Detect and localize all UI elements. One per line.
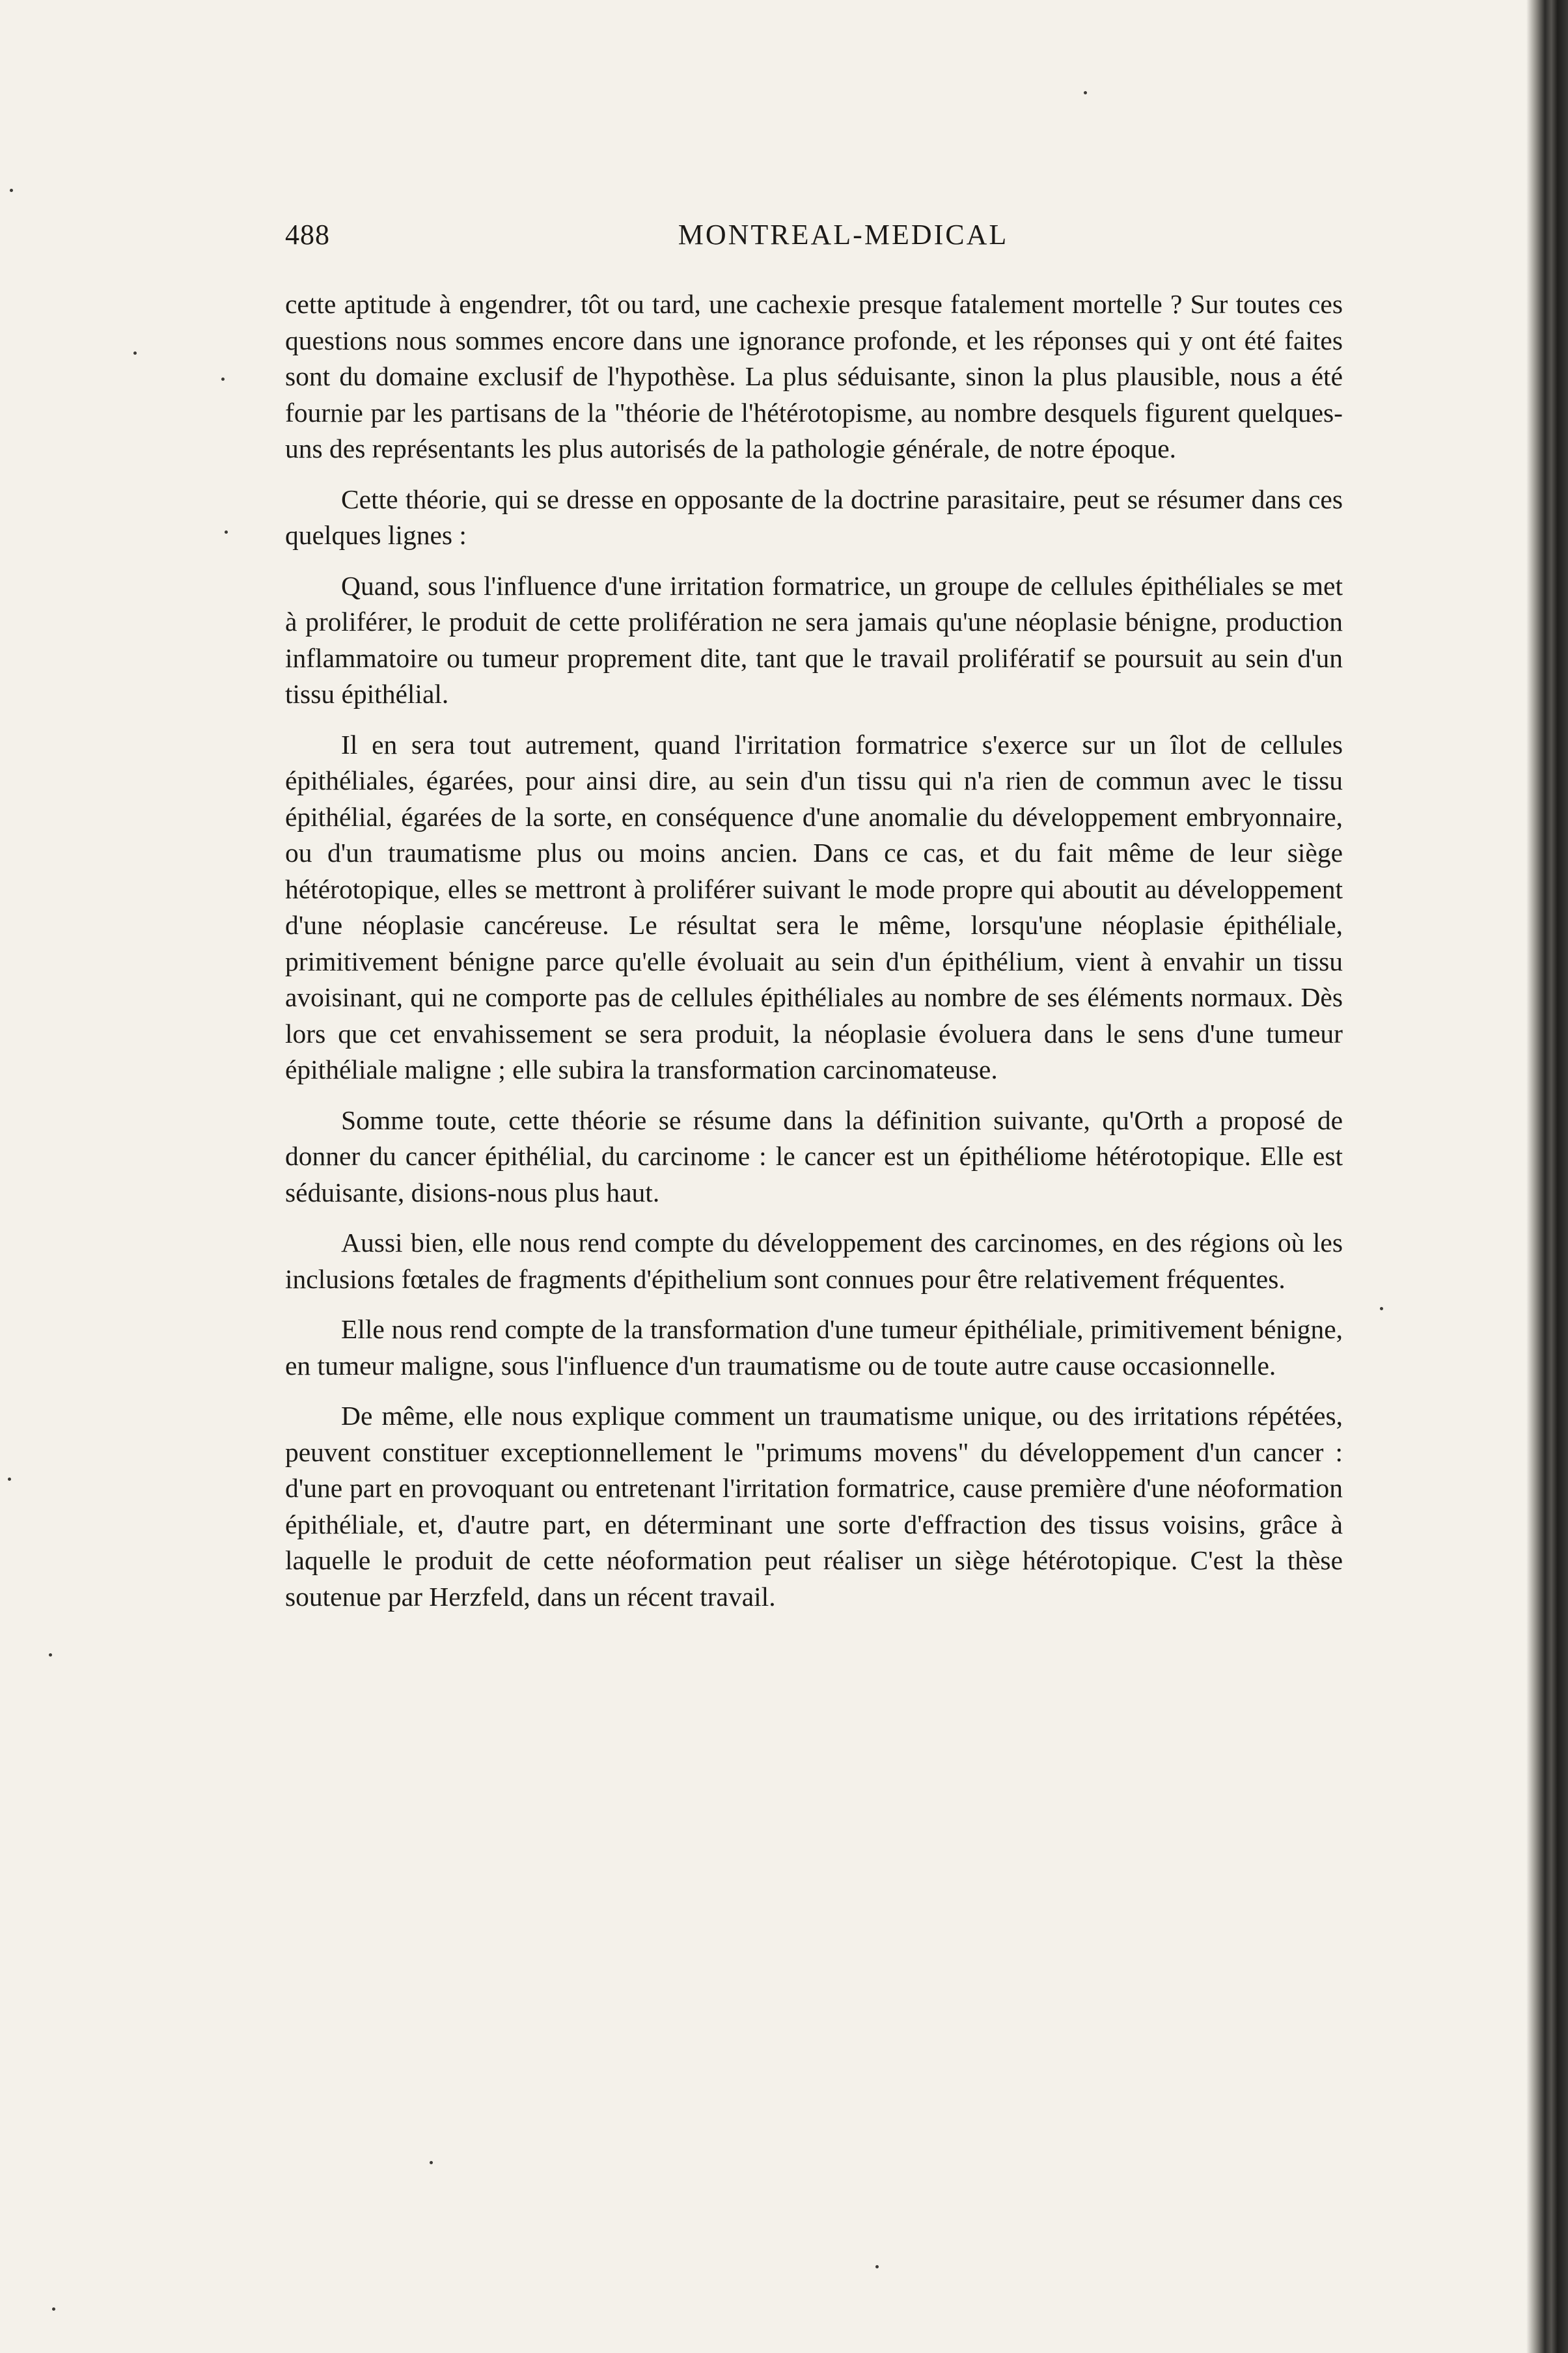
- scan-speck: [1380, 1307, 1383, 1310]
- paragraph-6: Aussi bien, elle nous rend compte du développement des carcinomes, en des régions où les inclusions fœtales de fragments d'épithelium sont connues pour être relativement fréquentes.: [285, 1228, 1343, 1294]
- page-number: 488: [285, 219, 330, 251]
- scan-speck: [875, 2265, 879, 2268]
- scan-speck: [52, 2307, 55, 2311]
- paragraph-1: cette aptitude à engendrer, tôt ou tard, une cachexie presque fatalement mortelle ? Sur toutes ces questions nous sommes encore dans une ignorance profonde, et les réponses qui y ont été faites sont du domaine exclusif de l'hypothèse. La plus séduisante, sinon la plus plausible, nous a été fournie par les partisans de la "théorie de l'hétérotopisme, au nombre desquels figurent quelques-uns des représentants les plus autorisés de la pathologie générale, de notre époque.: [285, 289, 1343, 463]
- book-binding-edge: [1526, 0, 1568, 2353]
- paragraph-2: Cette théorie, qui se dresse en opposante de la doctrine parasitaire, peut se résumer dans ces quelques lignes :: [285, 484, 1343, 550]
- scan-speck: [225, 530, 228, 534]
- page-header: [285, 218, 1323, 264]
- paragraph-7: Elle nous rend compte de la transformation d'une tumeur épithéliale, primitivement bénigne, en tumeur maligne, sous l'influence d'un traumatisme ou de toute autre cause occasionnelle.: [285, 1314, 1343, 1381]
- scan-speck: [1084, 91, 1087, 94]
- scan-speck: [430, 2161, 433, 2164]
- article-body: [285, 286, 1343, 1629]
- scan-speck: [133, 351, 137, 355]
- scan-speck: [10, 189, 13, 192]
- scan-speck: [49, 1653, 52, 1657]
- paragraph-5: Somme toute, cette théorie se résume dans la définition suivante, qu'Orth a proposé de donner du cancer épithélial, du carcinome : le cancer est un épithéliome hétérotopique. Elle est séduisante, disions-nous plus haut.: [285, 1105, 1343, 1207]
- scan-speck: [8, 1478, 11, 1481]
- paragraph-3: Quand, sous l'influence d'une irritation formatrice, un groupe de cellules épithéliales se met à proliférer, le produit de cette prolifération ne sera jamais qu'une néoplasie bénigne, production inflammatoire ou tumeur proprement dite, tant que le travail prolifératif se poursuit au sein d'un tissu épithélial.: [285, 570, 1343, 709]
- paragraph-4: Il en sera tout autrement, quand l'irritation formatrice s'exerce sur un îlot de cellules épithéliales, égarées, pour ainsi dire, au sein d'un tissu qui n'a rien de commun avec le tissu épithélial, égarées de la sorte, en conséquence d'une anomalie du développement embryonnaire, ou d'un traumatisme plus ou moins ancien. Dans ce cas, et du fait même de leur siège hétérotopique, elles se mettront à proliférer suivant le mode propre qui aboutit au développement d'une néoplasie cancéreuse. Le résultat sera le même, lorsqu'une néoplasie épithéliale, primitivement bénigne parce qu'elle évoluait au sein d'un épithélium, vient à envahir un tissu avoisinant, qui ne comporte pas de cellules épithéliales au nombre de ses éléments normaux. Dès lors que cet envahissement se sera produit, la néoplasie évoluera dans le sens d'une tumeur épithéliale maligne ; elle subira la transformation carcinomateuse.: [285, 729, 1343, 1084]
- running-title: MONTREAL-MEDICAL: [678, 219, 1009, 251]
- scan-speck: [221, 378, 225, 381]
- paragraph-8: De même, elle nous explique comment un traumatisme unique, ou des irritations répétées, peuvent constituer exceptionnellement le "primums movens" du développement d'un cancer : d'une part en provoquant ou entretenant l'irritation formatrice, cause première d'une néoformation épithéliale, et, d'autre part, en déterminant une sorte d'effraction des tissus voisins, grâce à laquelle le produit de cette néoformation peut réaliser un siège hétérotopique. C'est la thèse soutenue par Herzfeld, dans un récent travail.: [285, 1401, 1343, 1612]
